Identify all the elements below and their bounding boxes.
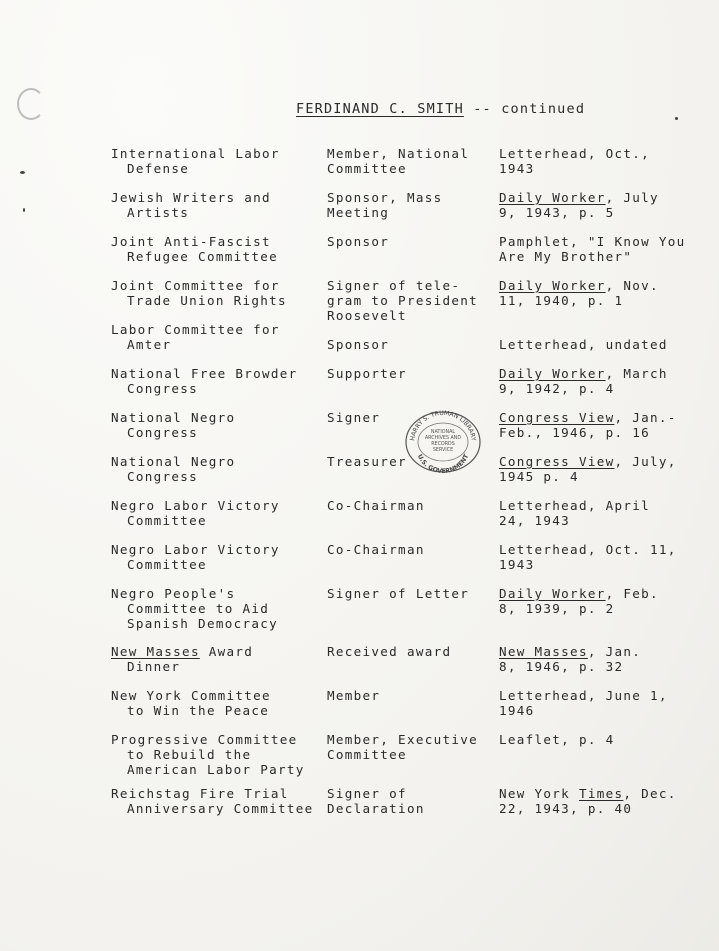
source-line (499, 161, 650, 176)
organization-line: Negro People's (111, 586, 236, 601)
organization-line: National Negro (111, 410, 236, 425)
header-name: FERDINAND C. SMITH (296, 101, 464, 117)
role-cell (327, 498, 425, 513)
role-cell (327, 454, 407, 469)
organization-line: Reichstag Fire Trial (111, 786, 289, 801)
organization-line: National Free Browder (111, 366, 298, 381)
source-text: 8, 1939, p. 2 (499, 601, 615, 616)
ink-speck (23, 208, 25, 212)
source-cell (499, 732, 614, 747)
source-text: 1945 p. 4 (499, 469, 579, 484)
source-line (499, 586, 659, 601)
role-cell (327, 146, 469, 176)
role-line: Signer (327, 410, 381, 425)
organization-cell (111, 732, 305, 777)
archive-stamp (402, 408, 484, 474)
source-line (499, 557, 677, 572)
role-cell (327, 688, 380, 703)
publication-title: Times (578, 786, 624, 801)
source-text: 1943 (499, 557, 535, 572)
ink-speck (20, 171, 25, 174)
organization-cell (111, 366, 298, 396)
organization-cell (111, 786, 314, 816)
role-line: Member, National (327, 146, 470, 161)
source-text: Letterhead, Oct. 11, (499, 542, 677, 557)
role-line: Committee (327, 161, 407, 176)
source-line (499, 322, 668, 337)
source-line (499, 190, 659, 205)
role-line: Sponsor (327, 337, 390, 352)
source-text: 1943 (499, 161, 535, 176)
role-cell (327, 234, 389, 249)
role-line: Meeting (327, 205, 390, 220)
source-text: , July, (614, 454, 677, 469)
organization-line: Joint Committee for (111, 278, 280, 293)
source-line (499, 234, 686, 249)
ink-speck (675, 117, 678, 120)
source-line (499, 601, 659, 616)
role-cell (327, 366, 407, 381)
organization-cell (111, 688, 271, 718)
stamp-bottom-text: U.S. GOVERNMENT (415, 453, 471, 474)
source-text: Letterhead, Oct., (499, 146, 650, 161)
publication-title: New Masses (499, 644, 588, 659)
source-text: Are My Brother" (499, 249, 633, 264)
publication-title: Congress View (499, 410, 615, 425)
role-line: Co-Chairman (327, 542, 425, 557)
source-text: , Nov. (605, 278, 659, 293)
organization-cell (111, 454, 235, 484)
source-line (499, 278, 659, 293)
source-text: Pamphlet, "I Know You (499, 234, 686, 249)
role-cell (327, 586, 469, 601)
publication-title: Daily Worker (499, 190, 606, 205)
role-cell (327, 410, 380, 425)
source-line (499, 542, 677, 557)
organization-line: Committee (127, 513, 207, 528)
source-cell (499, 278, 659, 308)
source-line (499, 513, 650, 528)
source-text: Leaflet, p. 4 (499, 732, 615, 747)
organization-line: New Masses Award (111, 644, 254, 659)
role-cell (327, 786, 425, 816)
role-line: Declaration (327, 801, 425, 816)
organization-line: Jewish Writers and (111, 190, 271, 205)
source-text: 22, 1943, p. 40 (499, 801, 633, 816)
punch-hole (17, 88, 45, 120)
organization-line: to Rebuild the (127, 747, 252, 762)
organization-line: Committee (127, 557, 207, 572)
source-line (499, 454, 677, 469)
source-text: 24, 1943 (499, 513, 571, 528)
source-text: Letterhead, June 1, (499, 688, 668, 703)
organization-line: American Labor Party (127, 762, 305, 777)
source-text: 11, 1940, p. 1 (499, 293, 624, 308)
publication-title: Daily Worker (499, 586, 606, 601)
stamp-top-text: HARRY S. TRUMAN LIBRARY (409, 409, 477, 442)
source-text: 9, 1943, p. 5 (499, 205, 615, 220)
source-text: , July (605, 190, 659, 205)
source-text: 9, 1942, p. 4 (499, 381, 615, 396)
source-cell (499, 644, 641, 674)
stamp-center-line: ARCHIVES AND (424, 436, 462, 441)
organization-line: Committee to Aid (127, 601, 270, 616)
publication-title: Congress View (499, 454, 615, 469)
source-line (499, 469, 677, 484)
organization-line: Congress (127, 469, 199, 484)
source-line (499, 732, 614, 747)
publication-title: New Masses (111, 644, 200, 659)
source-line (499, 644, 641, 659)
source-line (499, 337, 668, 352)
organization-line: Spanish Democracy (127, 616, 278, 631)
role-line: Signer of Letter (327, 586, 470, 601)
source-line (499, 801, 677, 816)
stamp-center-line: NATIONAL (430, 430, 456, 435)
role-cell (327, 190, 442, 220)
role-line: Committee (327, 747, 407, 762)
role-cell (327, 732, 478, 762)
source-text: 8, 1946, p. 32 (499, 659, 624, 674)
source-text: Letterhead, undated (499, 337, 668, 352)
source-text: , Feb. (605, 586, 659, 601)
organization-line: to Win the Peace (127, 703, 270, 718)
role-line: Signer of (327, 786, 407, 801)
organization-line: Artists (127, 205, 190, 220)
source-cell (499, 410, 677, 440)
organization-line: Negro Labor Victory (111, 542, 280, 557)
source-line (499, 249, 686, 264)
role-line: Member (327, 688, 381, 703)
organization-line: Defense (127, 161, 190, 176)
source-line (499, 688, 668, 703)
source-cell (499, 786, 677, 816)
source-cell (499, 586, 659, 616)
role-line: Sponsor (327, 234, 390, 249)
organization-line: Anniversary Committee (127, 801, 314, 816)
organization-line: Labor Committee for (111, 322, 280, 337)
organization-line: New York Committee (111, 688, 271, 703)
source-line (499, 205, 659, 220)
source-line (499, 293, 659, 308)
source-line (499, 659, 641, 674)
source-text: Letterhead, April (499, 498, 650, 513)
role-line: gram to President (327, 293, 478, 308)
source-line (499, 410, 677, 425)
source-text: New York (499, 786, 579, 801)
page-header (296, 101, 585, 117)
source-cell (499, 688, 668, 718)
source-text: Feb., 1946, p. 16 (499, 425, 650, 440)
source-text: , Jan.- (614, 410, 677, 425)
organization-cell (111, 322, 280, 352)
role-line: Sponsor, Mass (327, 190, 443, 205)
organization-cell (111, 542, 280, 572)
source-cell (499, 190, 659, 220)
organization-line: Refugee Committee (127, 249, 278, 264)
source-cell (499, 498, 650, 528)
source-cell (499, 542, 677, 572)
role-line (327, 322, 389, 337)
source-line (499, 498, 650, 513)
source-cell (499, 322, 668, 352)
role-line: Signer of tele- (327, 278, 461, 293)
organization-line: Congress (127, 425, 199, 440)
organization-line: Congress (127, 381, 199, 396)
organization-cell (111, 644, 253, 674)
stamp-center-line: RECORDS (431, 442, 455, 447)
publication-title: Daily Worker (499, 366, 606, 381)
organization-cell (111, 586, 278, 631)
role-line: Received award (327, 644, 452, 659)
organization-line: National Negro (111, 454, 236, 469)
organization-line: Negro Labor Victory (111, 498, 280, 513)
source-text: , March (605, 366, 668, 381)
source-line (499, 366, 668, 381)
source-cell (499, 234, 686, 264)
organization-line: Progressive Committee (111, 732, 298, 747)
organization-line: Amter (127, 337, 172, 352)
role-cell (327, 322, 389, 352)
source-cell (499, 454, 677, 484)
source-text: , Dec. (623, 786, 677, 801)
stamp-center-line: SERVICE (432, 448, 454, 453)
role-line: Member, Executive (327, 732, 478, 747)
organization-line: Joint Anti-Fascist (111, 234, 271, 249)
publication-title: Daily Worker (499, 278, 606, 293)
organization-line: International Labor (111, 146, 280, 161)
source-text: 1946 (499, 703, 535, 718)
source-line (499, 786, 677, 801)
header-suffix: -- continued (463, 101, 586, 117)
source-cell (499, 146, 650, 176)
role-line: Co-Chairman (327, 498, 425, 513)
organization-line: Trade Union Rights (127, 293, 287, 308)
role-line: Roosevelt (327, 308, 407, 323)
organization-cell (111, 234, 278, 264)
source-text: , Jan. (587, 644, 642, 659)
role-cell (327, 644, 451, 659)
source-line (499, 425, 677, 440)
organization-line: Dinner (127, 659, 181, 674)
role-line: Treasurer (327, 454, 407, 469)
organization-cell (111, 190, 271, 220)
organization-cell (111, 498, 280, 528)
organization-cell (111, 278, 287, 308)
source-line (499, 146, 650, 161)
source-line (499, 381, 668, 396)
source-line (499, 703, 668, 718)
organization-cell (111, 410, 235, 440)
source-cell (499, 366, 668, 396)
role-line: Supporter (327, 366, 407, 381)
role-cell (327, 542, 425, 557)
organization-cell (111, 146, 280, 176)
role-cell (327, 278, 478, 323)
